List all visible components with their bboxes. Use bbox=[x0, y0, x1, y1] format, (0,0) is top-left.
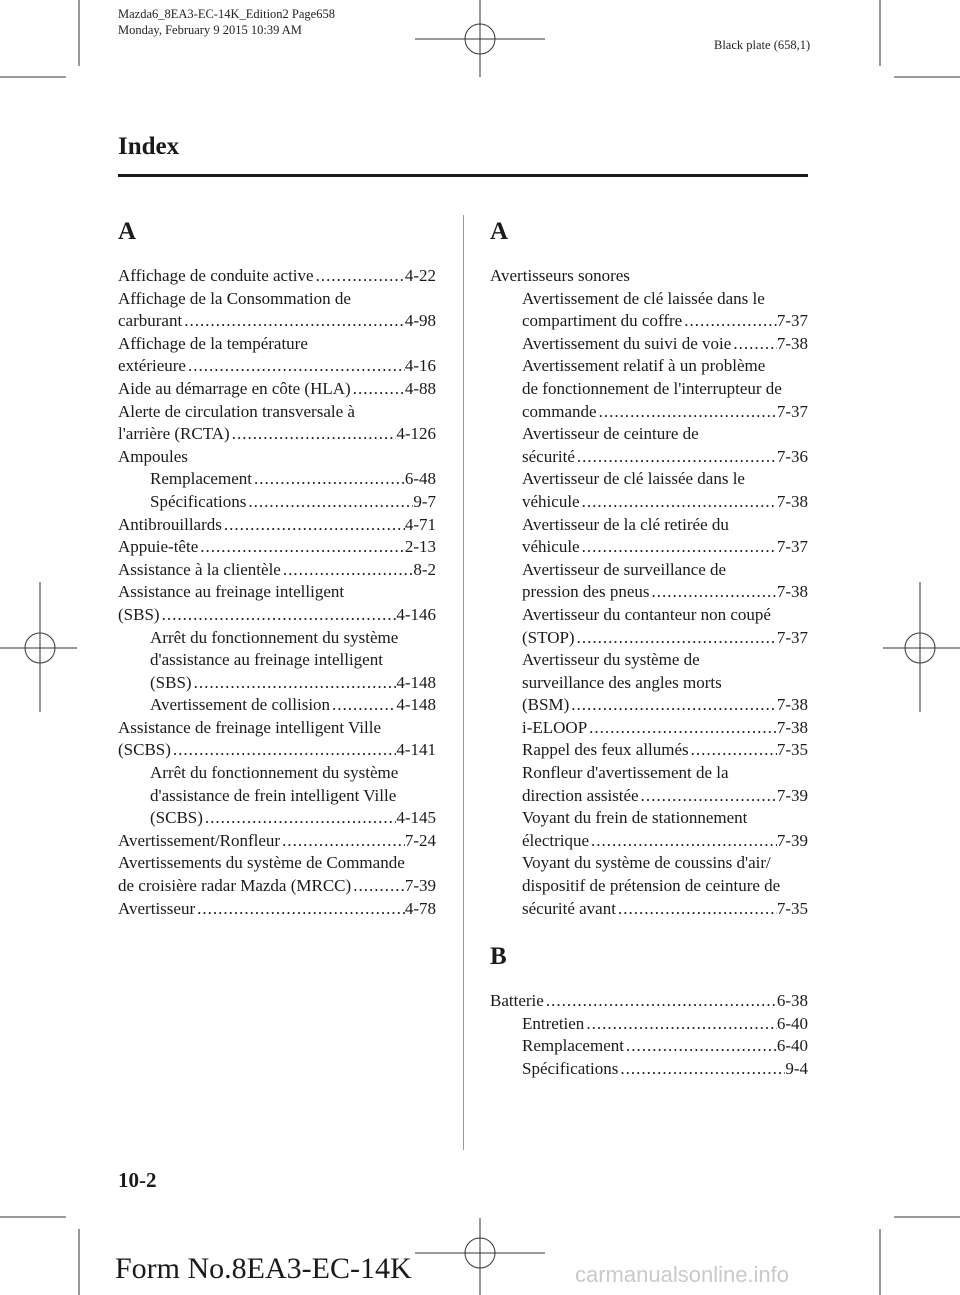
index-entry-page: 6-48 bbox=[404, 469, 436, 489]
index-entry-text: Avertissement relatif à un problème bbox=[522, 356, 766, 376]
index-entry bbox=[490, 491, 808, 514]
index-entry bbox=[490, 672, 808, 695]
leader-dots bbox=[186, 355, 405, 378]
index-entry-text: (SCBS) bbox=[150, 808, 203, 828]
index-entry-page: 6-40 bbox=[776, 1036, 808, 1056]
index-entry-page: 9-7 bbox=[413, 491, 436, 511]
index-entry-page: 4-148 bbox=[396, 695, 436, 715]
index-entry-page: 2-13 bbox=[404, 537, 436, 557]
leader-dots bbox=[689, 739, 777, 762]
index-entry-text: Ronfleur d'avertissement de la bbox=[522, 763, 729, 783]
index-entry-text: pression des pneus bbox=[522, 582, 650, 602]
leader-dots bbox=[575, 627, 777, 650]
index-entry-text: surveillance des angles morts bbox=[522, 672, 722, 692]
index-entry bbox=[118, 604, 436, 627]
index-entry bbox=[490, 739, 808, 762]
index-entry-page: 4-71 bbox=[404, 514, 436, 534]
index-entry bbox=[118, 672, 436, 695]
index-entry-text: Avertissement du suivi de voie bbox=[522, 333, 732, 353]
index-entry-text: véhicule bbox=[522, 537, 580, 557]
index-entry bbox=[490, 604, 808, 627]
index-entry-page: 4-16 bbox=[404, 356, 436, 376]
index-entry-page: 4-141 bbox=[396, 740, 436, 760]
index-entry bbox=[118, 446, 436, 469]
index-entry-text: extérieure bbox=[118, 356, 186, 376]
index-entry-text: dispositif de prétension de ceinture de bbox=[522, 876, 781, 896]
index-entry-text: compartiment du coffre bbox=[522, 311, 683, 331]
index-entry-page: 7-39 bbox=[776, 785, 808, 805]
leader-dots bbox=[246, 491, 413, 514]
index-entry-page: 4-148 bbox=[396, 672, 436, 692]
index-entry bbox=[490, 807, 808, 830]
index-entry bbox=[118, 514, 436, 537]
leader-dots bbox=[195, 898, 405, 921]
index-entry-list bbox=[490, 265, 808, 920]
title-divider bbox=[118, 174, 808, 177]
index-entry-text: de croisière radar Mazda (MRCC) bbox=[118, 876, 352, 896]
index-entry bbox=[118, 355, 436, 378]
index-entry-page: 8-2 bbox=[413, 559, 436, 579]
index-entry bbox=[490, 514, 808, 537]
leader-dots bbox=[182, 310, 405, 333]
index-entry-page: 4-126 bbox=[396, 424, 436, 444]
leader-dots bbox=[616, 898, 777, 921]
index-entry-page: 7-38 bbox=[776, 695, 808, 715]
index-entry-text: Arrêt du fonctionnement du système bbox=[150, 627, 399, 647]
form-number: Form No.8EA3-EC-14K bbox=[115, 1252, 412, 1285]
index-entry-page: 7-39 bbox=[404, 876, 436, 896]
index-entry bbox=[490, 310, 808, 333]
index-entry-text: Avertisseur de surveillance de bbox=[522, 559, 727, 579]
index-entry-page: 4-98 bbox=[404, 311, 436, 331]
index-entry-text: Avertisseur de la clé retirée du bbox=[522, 514, 729, 534]
index-entry-page: 7-24 bbox=[404, 830, 436, 850]
index-column-left bbox=[118, 215, 436, 920]
index-entry bbox=[490, 785, 808, 808]
index-entry-page: 7-38 bbox=[776, 491, 808, 511]
index-entry-page: 6-40 bbox=[776, 1013, 808, 1033]
index-entry-text: de fonctionnement de l'interrupteur de bbox=[522, 378, 782, 398]
leader-dots bbox=[314, 265, 405, 288]
index-entry-page: 4-22 bbox=[404, 266, 436, 285]
index-entry-page: 9-4 bbox=[785, 1059, 808, 1078]
index-entry bbox=[490, 830, 808, 853]
index-entry-text: direction assistée bbox=[522, 785, 639, 805]
index-entry bbox=[118, 852, 436, 875]
print-date-line: Monday, February 9 2015 10:39 AM bbox=[118, 23, 302, 37]
index-entry-page: 7-38 bbox=[776, 717, 808, 737]
page-number: 10-2 bbox=[118, 1168, 157, 1192]
leader-dots bbox=[589, 830, 777, 853]
index-entry-text: Remplacement bbox=[522, 1036, 624, 1056]
index-entry bbox=[118, 559, 436, 582]
leader-dots bbox=[618, 1058, 785, 1081]
leader-dots bbox=[639, 785, 777, 808]
index-entry-text: commande bbox=[522, 401, 597, 421]
index-entry bbox=[490, 423, 808, 446]
index-entry bbox=[490, 378, 808, 401]
index-entry bbox=[118, 401, 436, 424]
index-entry-text: Assistance au freinage intelligent bbox=[118, 582, 345, 602]
leader-dots bbox=[230, 423, 397, 446]
index-entry-text: (BSM) bbox=[522, 695, 570, 715]
index-entry-text: Avertisseur de clé laissée dans le bbox=[522, 469, 745, 489]
index-entry-text: i-ELOOP bbox=[522, 717, 588, 737]
index-entry bbox=[490, 1035, 808, 1058]
index-entry bbox=[118, 807, 436, 830]
index-entry bbox=[118, 762, 436, 785]
index-entry bbox=[118, 739, 436, 762]
index-entry-text: Antibrouillards bbox=[118, 514, 222, 534]
index-entry bbox=[490, 898, 808, 921]
leader-dots bbox=[281, 559, 413, 582]
index-entry-text: Arrêt du fonctionnement du système bbox=[150, 763, 399, 783]
index-entry-text: Rappel des feux allumés bbox=[522, 740, 689, 760]
index-entry-text: Ampoules bbox=[118, 446, 188, 466]
index-entry-text: Avertissement de collision bbox=[150, 695, 331, 715]
index-entry bbox=[118, 423, 436, 446]
index-entry-page: 7-37 bbox=[776, 401, 808, 421]
column-divider bbox=[463, 215, 464, 1150]
index-entry-text: carburant bbox=[118, 311, 183, 331]
watermark: carmanualsonline.info bbox=[575, 1262, 790, 1287]
index-column-right bbox=[490, 215, 808, 1081]
index-entry-page: 7-38 bbox=[776, 333, 808, 353]
leader-dots bbox=[624, 1035, 777, 1058]
print-slug bbox=[118, 6, 335, 38]
index-entry bbox=[490, 446, 808, 469]
index-entry bbox=[118, 694, 436, 717]
index-entry-text: Entretien bbox=[522, 1013, 585, 1033]
index-entry-text: Avertisseur bbox=[118, 898, 196, 918]
index-entry-page: 4-78 bbox=[404, 898, 436, 918]
index-entry-page: 7-38 bbox=[776, 582, 808, 602]
index-entry-page: 7-37 bbox=[776, 311, 808, 331]
index-entry-text: Avertissements du système de Commande bbox=[118, 853, 405, 873]
index-entry-text: Assistance de freinage intelligent Ville bbox=[118, 717, 382, 737]
index-entry-text: d'assistance de frein intelligent Ville bbox=[150, 785, 397, 805]
file-name-line: Mazda6_8EA3-EC-14K_Edition2 Page658 bbox=[118, 7, 335, 21]
index-entry-text: d'assistance au freinage intelligent bbox=[150, 650, 383, 670]
index-entry-list bbox=[490, 990, 808, 1080]
leader-dots bbox=[731, 333, 777, 356]
index-entry-text: sécurité avant bbox=[522, 898, 616, 918]
leader-dots bbox=[330, 694, 396, 717]
index-entry-page: 4-146 bbox=[396, 604, 436, 624]
leader-dots bbox=[587, 717, 777, 740]
index-entry bbox=[490, 1013, 808, 1036]
index-entry-text: Appuie-tête bbox=[118, 537, 199, 557]
index-entry bbox=[118, 581, 436, 604]
index-entry-page: 7-35 bbox=[776, 740, 808, 760]
leader-dots bbox=[280, 830, 405, 853]
index-entry-page: 4-88 bbox=[404, 378, 436, 398]
index-entry-text: Avertisseurs sonores bbox=[490, 266, 630, 285]
index-entry bbox=[118, 288, 436, 311]
leader-dots bbox=[584, 1013, 777, 1036]
index-entry-text: (SCBS) bbox=[118, 740, 171, 760]
index-entry bbox=[118, 785, 436, 808]
index-entry-text: Affichage de la température bbox=[118, 333, 308, 353]
section-letter-b: B bbox=[490, 943, 507, 971]
index-entry bbox=[490, 581, 808, 604]
leader-dots bbox=[252, 468, 405, 491]
index-entry bbox=[118, 898, 436, 921]
index-entry-text: Alerte de circulation transversale à bbox=[118, 401, 355, 421]
section-letter-a: A bbox=[490, 218, 509, 245]
page-title: Index bbox=[118, 133, 180, 160]
index-entry-page: 4-145 bbox=[396, 808, 436, 828]
index-entry bbox=[490, 1058, 808, 1081]
index-entry-text: Avertissement/Ronfleur bbox=[118, 830, 281, 850]
index-entry bbox=[118, 491, 436, 514]
index-entry-text: (STOP) bbox=[522, 627, 575, 647]
leader-dots bbox=[569, 694, 777, 717]
leader-dots bbox=[203, 807, 396, 830]
index-entry-text: Avertisseur du système de bbox=[522, 650, 700, 670]
index-entry-text: l'arrière (RCTA) bbox=[118, 424, 230, 444]
index-entry bbox=[490, 468, 808, 491]
index-entry-page: 7-36 bbox=[776, 446, 808, 466]
index-entry-text: Avertisseur du contanteur non coupé bbox=[522, 604, 771, 624]
index-entry bbox=[490, 627, 808, 650]
index-entry bbox=[490, 875, 808, 898]
index-entry bbox=[490, 649, 808, 672]
index-entry bbox=[118, 378, 436, 401]
leader-dots bbox=[351, 378, 405, 401]
leader-dots bbox=[171, 739, 396, 762]
index-entry-text: Avertissement de clé laissée dans le bbox=[522, 288, 765, 308]
index-entry-text: sécurité bbox=[522, 446, 575, 466]
index-entry bbox=[118, 875, 436, 898]
index-entry bbox=[118, 333, 436, 356]
index-entry-text: Assistance à la clientèle bbox=[118, 559, 281, 579]
index-entry-text: Spécifications bbox=[150, 491, 247, 511]
index-entry bbox=[118, 265, 436, 288]
leader-dots bbox=[192, 672, 397, 695]
index-entry bbox=[490, 990, 808, 1013]
section-letter-a: A bbox=[118, 218, 137, 245]
leader-dots bbox=[649, 581, 776, 604]
index-entry-text: Remplacement bbox=[150, 469, 252, 489]
index-entry-text: Spécifications bbox=[522, 1059, 619, 1078]
index-entry-page: 7-37 bbox=[776, 627, 808, 647]
leader-dots bbox=[580, 491, 777, 514]
index-entry-text: Affichage de la Consommation de bbox=[118, 288, 351, 308]
leader-dots bbox=[575, 446, 777, 469]
index-entry bbox=[118, 627, 436, 650]
leader-dots bbox=[351, 875, 405, 898]
index-entry-list bbox=[118, 265, 436, 920]
index-entry-text: Avertisseur de ceinture de bbox=[522, 424, 699, 444]
index-entry-page: 6-38 bbox=[776, 991, 808, 1011]
index-entry bbox=[490, 536, 808, 559]
index-entry bbox=[490, 559, 808, 582]
leader-dots bbox=[580, 536, 777, 559]
index-entry bbox=[490, 288, 808, 311]
index-entry-text: Batterie bbox=[490, 991, 544, 1011]
leader-dots bbox=[597, 401, 777, 424]
index-entry bbox=[118, 717, 436, 740]
index-entry bbox=[118, 310, 436, 333]
leader-dots bbox=[222, 514, 405, 537]
leader-dots bbox=[544, 990, 777, 1013]
index-entry-text: Voyant du système de coussins d'air/ bbox=[522, 853, 771, 873]
leader-dots bbox=[682, 310, 777, 333]
leader-dots bbox=[198, 536, 405, 559]
index-entry-text: (SBS) bbox=[150, 672, 192, 692]
index-entry bbox=[490, 717, 808, 740]
index-entry-text: véhicule bbox=[522, 491, 580, 511]
index-entry bbox=[490, 694, 808, 717]
leader-dots bbox=[160, 604, 397, 627]
index-entry-text: Aide au démarrage en côte (HLA) bbox=[118, 378, 351, 398]
index-entry-text: Affichage de conduite active bbox=[118, 266, 314, 285]
index-entry bbox=[490, 355, 808, 378]
index-entry bbox=[118, 830, 436, 853]
plate-label: Black plate (658,1) bbox=[714, 38, 811, 52]
index-entry bbox=[118, 468, 436, 491]
index-entry-text: (SBS) bbox=[118, 604, 160, 624]
index-entry-page: 7-37 bbox=[776, 537, 808, 557]
index-entry bbox=[118, 536, 436, 559]
index-entry-page: 7-39 bbox=[776, 830, 808, 850]
index-entry bbox=[490, 265, 808, 288]
index-entry bbox=[118, 649, 436, 672]
index-entry bbox=[490, 852, 808, 875]
index-entry bbox=[490, 333, 808, 356]
index-entry-page: 7-35 bbox=[776, 898, 808, 918]
index-entry-text: Voyant du frein de stationnement bbox=[522, 808, 748, 828]
index-entry bbox=[490, 401, 808, 424]
index-entry-text: électrique bbox=[522, 830, 590, 850]
index-entry bbox=[490, 762, 808, 785]
